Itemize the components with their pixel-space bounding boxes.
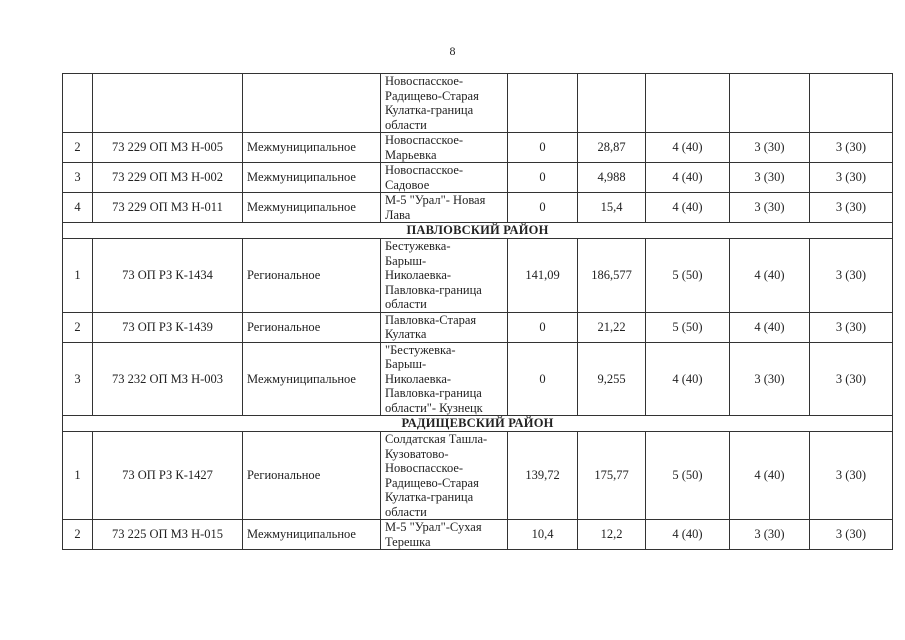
table-body [63,74,893,550]
road-name [381,520,508,550]
value-length-km: 175,77 [578,432,646,520]
value-length-km [578,74,646,133]
road-name-line: Садовое [385,177,430,192]
district-header-row [63,223,893,239]
value-start-km: 0 [508,163,578,193]
category-value-3 [810,74,893,133]
road-type: Региональное [243,312,381,342]
category-value-2: 4 (40) [730,432,810,520]
district-header-row [63,416,893,432]
road-name-line: Павловка-граница [385,386,482,400]
value-length-km: 4,988 [578,163,646,193]
road-name-line: Терешка [385,534,431,549]
category-value-2: 3 (30) [730,133,810,163]
road-type: Региональное [243,432,381,520]
row-number: 1 [63,432,93,520]
road-name-line: Кулатка-граница [385,103,474,117]
road-name [381,432,508,520]
road-name-line: "Бестужевка- [385,342,456,357]
road-name-line: Новоспасское- [385,163,464,177]
road-name-line: Новоспасское- [385,461,464,475]
road-name-line: Кулатка-граница [385,490,474,504]
road-name-line: Лава [385,207,411,222]
value-start-km: 0 [508,342,578,416]
road-name [381,133,508,163]
road-name-line: Новоспасское- [385,74,464,88]
road-type: Межмуниципальное [243,520,381,550]
table-row [63,432,893,520]
road-name [381,342,508,416]
table-row [63,312,893,342]
road-name-line: Кузоватово- [385,446,449,461]
value-start-km: 0 [508,133,578,163]
category-value-1: 4 (40) [646,520,730,550]
road-name-line: Новоспасское- [385,133,464,147]
road-type: Межмуниципальное [243,163,381,193]
roads-table [62,73,893,550]
road-name-line: М-5 "Урал"-Сухая [385,520,482,534]
road-name-line: Павловка-граница [385,282,482,297]
road-type: Межмуниципальное [243,133,381,163]
road-code: 73 ОП РЗ К-1434 [93,239,243,313]
table-row [63,74,893,133]
value-start-km: 0 [508,193,578,223]
row-number: 1 [63,239,93,313]
road-name-line: Кулатка [385,327,427,341]
road-type: Региональное [243,239,381,313]
table-row [63,239,893,313]
road-name-line: Бестужевка- [385,239,451,253]
value-length-km: 15,4 [578,193,646,223]
row-number: 2 [63,133,93,163]
road-code: 73 229 ОП МЗ Н-005 [93,133,243,163]
category-value-2: 3 (30) [730,342,810,416]
value-start-km: 10,4 [508,520,578,550]
category-value-3: 3 (30) [810,342,893,416]
value-length-km: 21,22 [578,312,646,342]
category-value-1 [646,74,730,133]
road-code: 73 229 ОП МЗ Н-011 [93,193,243,223]
category-value-2: 3 (30) [730,193,810,223]
road-name [381,312,508,342]
category-value-1: 4 (40) [646,193,730,223]
road-name-line: Николаевка- [385,268,452,282]
road-name [381,163,508,193]
road-name-line: области"- Кузнецк [385,400,483,415]
category-value-3: 3 (30) [810,312,893,342]
road-code: 73 225 ОП МЗ Н-015 [93,520,243,550]
road-code: 73 232 ОП МЗ Н-003 [93,342,243,416]
category-value-1: 5 (50) [646,312,730,342]
road-name [381,74,508,133]
row-number: 2 [63,520,93,550]
category-value-2: 3 (30) [730,520,810,550]
road-code [93,74,243,133]
category-value-2: 4 (40) [730,312,810,342]
table-row [63,520,893,550]
category-value-1: 5 (50) [646,239,730,313]
category-value-3: 3 (30) [810,520,893,550]
row-number [63,74,93,133]
category-value-1: 4 (40) [646,342,730,416]
row-number: 3 [63,342,93,416]
road-name-line: области [385,297,427,311]
value-length-km: 9,255 [578,342,646,416]
row-number: 4 [63,193,93,223]
district-header: ПАВЛОВСКИЙ РАЙОН [63,223,893,239]
road-name-line: Николаевка- [385,371,452,386]
category-value-1: 4 (40) [646,163,730,193]
row-number: 2 [63,312,93,342]
road-type: Межмуниципальное [243,342,381,416]
road-name-line: области [385,504,427,519]
road-name [381,193,508,223]
category-value-2: 4 (40) [730,239,810,313]
category-value-3: 3 (30) [810,133,893,163]
road-type: Межмуниципальное [243,193,381,223]
road-code: 73 ОП РЗ К-1427 [93,432,243,520]
road-code: 73 229 ОП МЗ Н-002 [93,163,243,193]
table-row [63,193,893,223]
category-value-3: 3 (30) [810,432,893,520]
value-start-km [508,74,578,133]
row-number: 3 [63,163,93,193]
value-length-km: 28,87 [578,133,646,163]
road-name-line: Марьевка [385,147,437,162]
value-start-km: 139,72 [508,432,578,520]
value-start-km: 141,09 [508,239,578,313]
category-value-2 [730,74,810,133]
value-length-km: 12,2 [578,520,646,550]
category-value-3: 3 (30) [810,193,893,223]
road-name-line: М-5 "Урал"- Новая [385,193,486,207]
road-name-line: Барыш- [385,253,427,268]
road-name-line: области [385,117,427,132]
category-value-1: 4 (40) [646,133,730,163]
table-row [63,133,893,163]
page-number: 8 [449,44,456,58]
value-length-km: 186,577 [578,239,646,313]
table-row [63,163,893,193]
road-code: 73 ОП РЗ К-1439 [93,312,243,342]
value-start-km: 0 [508,312,578,342]
road-name [381,239,508,313]
road-name-line: Солдатская Ташла- [385,432,488,446]
category-value-1: 5 (50) [646,432,730,520]
category-value-2: 3 (30) [730,163,810,193]
category-value-3: 3 (30) [810,239,893,313]
table-row [63,342,893,416]
road-type [243,74,381,133]
road-name-line: Радищево-Старая [385,475,479,490]
category-value-3: 3 (30) [810,163,893,193]
district-header: РАДИЩЕВСКИЙ РАЙОН [63,416,893,432]
road-name-line: Радищево-Старая [385,88,479,103]
road-name-line: Барыш- [385,357,427,371]
road-name-line: Павловка-Старая [385,312,477,327]
